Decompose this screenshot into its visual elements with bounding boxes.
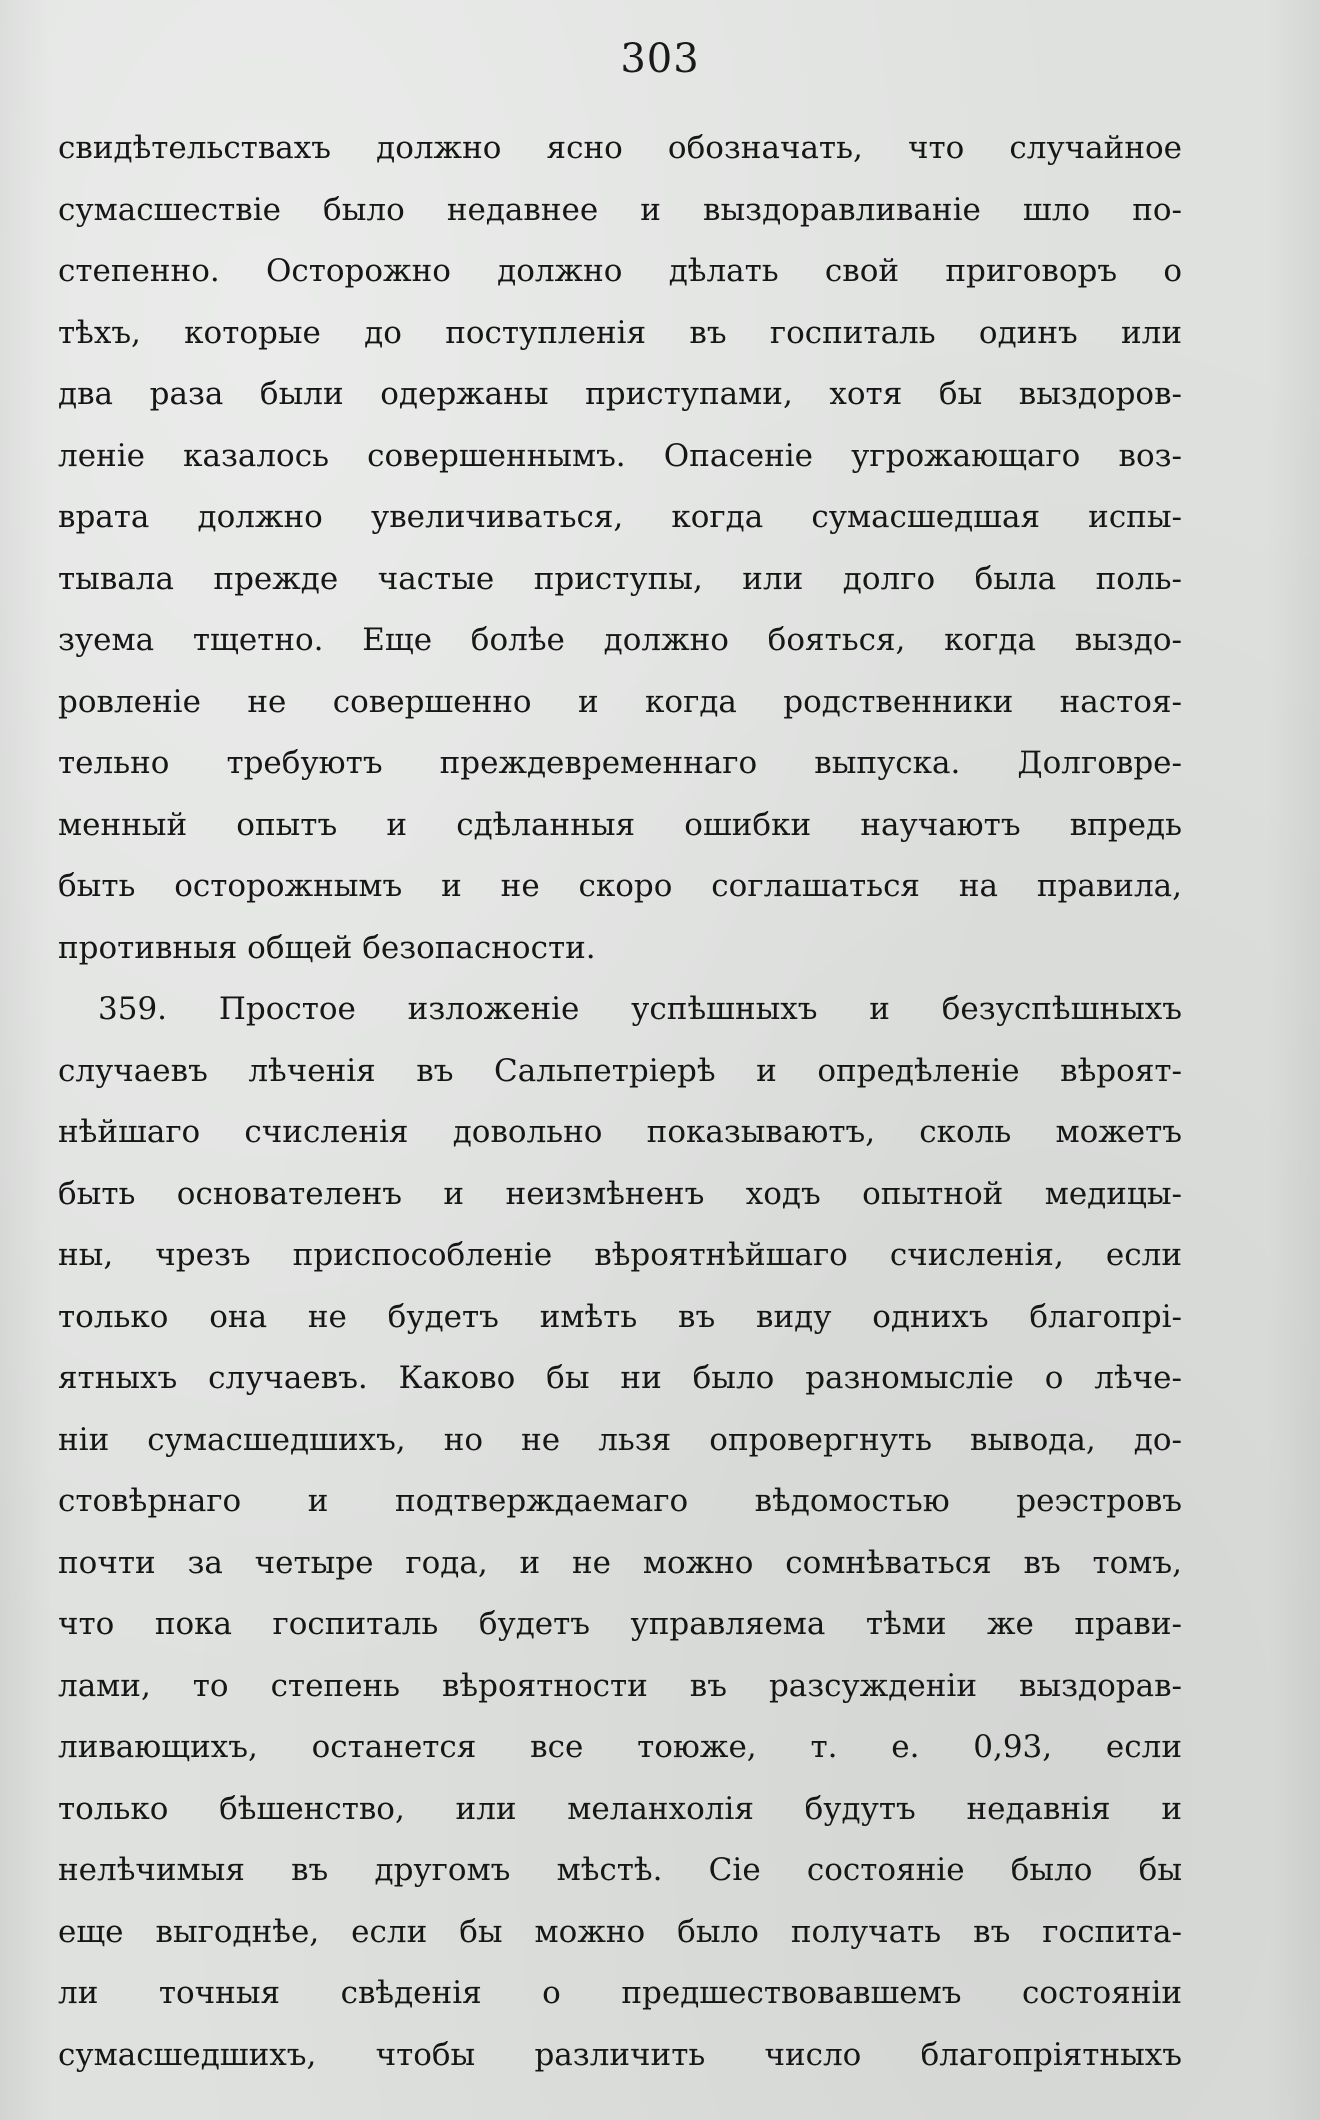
text-line: ливающихъ, останется все тоюже, т. е. 0,93, если <box>58 1729 1182 1765</box>
text-line: только бѣшенство, или меланхолія будутъ недавнія и <box>58 1790 1182 1827</box>
text-line: леніе казалось совершеннымъ. Опасеніе угрожающаго воз- <box>58 437 1182 474</box>
text-line: ровленіе не совершенно и когда родственники настоя- <box>58 683 1182 720</box>
text-line: тѣхъ, которые до поступленія въ госпиталь одинъ или <box>58 314 1182 351</box>
text-line: врата должно увеличиваться, когда сумасшедшая испы- <box>58 499 1182 535</box>
text-line: менный опытъ и сдѣланныя ошибки научаютъ впредь <box>58 806 1182 843</box>
text-line: ли точныя свѣденія о предшествовавшемъ состояніи <box>58 1975 1182 2011</box>
text-line: тывала прежде частые приступы, или долго была поль- <box>58 560 1182 597</box>
text-line: тельно требуютъ преждевременнаго выпуска. Долговре- <box>58 745 1182 781</box>
text-line: нѣйшаго счисленія довольно показываютъ, сколь можетъ <box>58 1114 1182 1150</box>
text-line: ніи сумасшедшихъ, но не льзя опровергнуть вывода, до- <box>58 1421 1182 1458</box>
text-line: степенно. Осторожно должно дѣлать свой приговоръ о <box>58 253 1182 289</box>
text-line: случаевъ лѣченія въ Сальпетріерѣ и опредѣленіе вѣроят- <box>58 1052 1182 1089</box>
paragraph-start-line: 359. Простое изложеніе успѣшныхъ и безуспѣшныхъ <box>98 991 1182 1027</box>
text-line: зуема тщетно. Еще болѣе должно бояться, когда выздо- <box>58 622 1182 658</box>
text-line: ятныхъ случаевъ. Каково бы ни было разномысліе о лѣче- <box>58 1360 1182 1396</box>
body-text <box>58 118 1182 2086</box>
text-line: два раза были одержаны приступами, хотя бы выздоров- <box>58 376 1182 412</box>
text-line: свидѣтельствахъ должно ясно обозначать, что случайное <box>58 130 1182 166</box>
text-line: стовѣрнаго и подтверждаемаго вѣдомостью реэстровъ <box>58 1483 1182 1519</box>
paragraph-end-line: противныя общей безопасности. <box>58 929 596 966</box>
text-line: почти за четыре года, и не можно сомнѣваться въ томъ, <box>58 1544 1182 1581</box>
text-line: что пока госпиталь будетъ управляема тѣми же прави- <box>58 1606 1182 1642</box>
text-line: еще выгоднѣе, если бы можно было получать въ госпита- <box>58 1913 1182 1950</box>
text-line: нелѣчимыя въ другомъ мѣстѣ. Сіе состояніе было бы <box>58 1852 1182 1888</box>
text-line: только она не будетъ имѣть въ виду однихъ благопрі- <box>58 1298 1182 1335</box>
page-number: 303 <box>620 36 700 82</box>
text-line: сумасшествіе было недавнее и выздоравливаніе шло по- <box>58 191 1182 228</box>
text-line: сумасшедшихъ, чтобы различить число благопріятныхъ <box>58 2036 1182 2073</box>
text-line: быть основателенъ и неизмѣненъ ходъ опытной медицы- <box>58 1175 1182 1212</box>
text-line: ны, чрезъ приспособленіе вѣроятнѣйшаго счисленія, если <box>58 1237 1182 1273</box>
text-line: быть осторожнымъ и не скоро соглашаться на правила, <box>58 868 1182 904</box>
text-line: лами, то степень вѣроятности въ разсужденіи выздорав- <box>58 1667 1182 1704</box>
